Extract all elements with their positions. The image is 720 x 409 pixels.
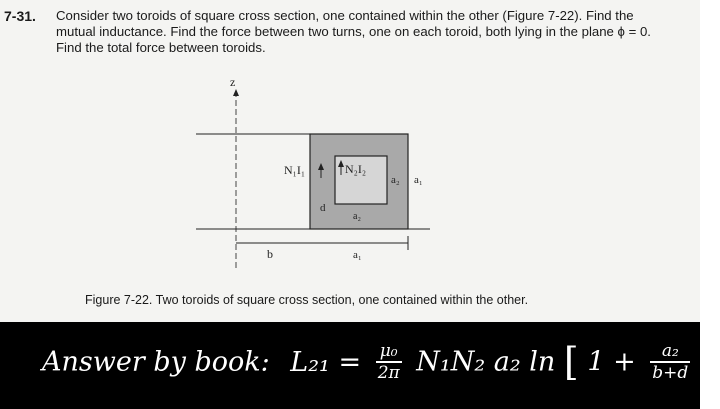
one-plus: 1 +	[587, 346, 636, 378]
problem-line: Consider two toroids of square cross section, one contained within the other (Figure 7-22). Find the	[56, 8, 634, 23]
outer-winding-label: N₁I₁	[284, 163, 306, 177]
left-bracket: [	[563, 340, 579, 384]
answer-prefix: Answer by book:	[42, 346, 270, 378]
answer-terms: N₁N₂ a₂ ln	[416, 346, 556, 378]
a2-bottom-label: a₂	[353, 211, 361, 222]
a2-over-bd-fraction	[650, 341, 690, 383]
fraction-numerator: a₂	[650, 341, 690, 363]
problem-line: Find the total force between toroids.	[56, 40, 266, 55]
a2-side-label: a₂	[391, 174, 400, 186]
answer-lhs: L₂₁ =	[290, 346, 362, 378]
fraction-denominator: b+d	[652, 363, 689, 383]
b-dimension-label: b	[267, 247, 273, 261]
fraction-numerator: μ₀	[376, 341, 402, 363]
figure-caption: Figure 7-22. Two toroids of square cross section, one contained within the other.	[85, 293, 529, 307]
problem-line: mutual inductance. Find the force between two turns, one on each toroid, both lying in the plane ϕ = 0.	[56, 24, 651, 39]
mu-over-2pi-fraction	[376, 341, 402, 383]
a1-side-label: a₁	[414, 174, 423, 186]
fraction-denominator: 2π	[377, 363, 400, 383]
right-bracket: ]	[704, 340, 720, 384]
problem-number: 7-31.	[4, 8, 36, 24]
d-gap-label: d	[320, 202, 326, 214]
a1-bottom-label: a₁	[353, 249, 362, 261]
z-axis-label: z	[230, 75, 236, 89]
answer-formula	[42, 340, 720, 384]
inner-winding-label: N₂I₂	[345, 162, 367, 176]
